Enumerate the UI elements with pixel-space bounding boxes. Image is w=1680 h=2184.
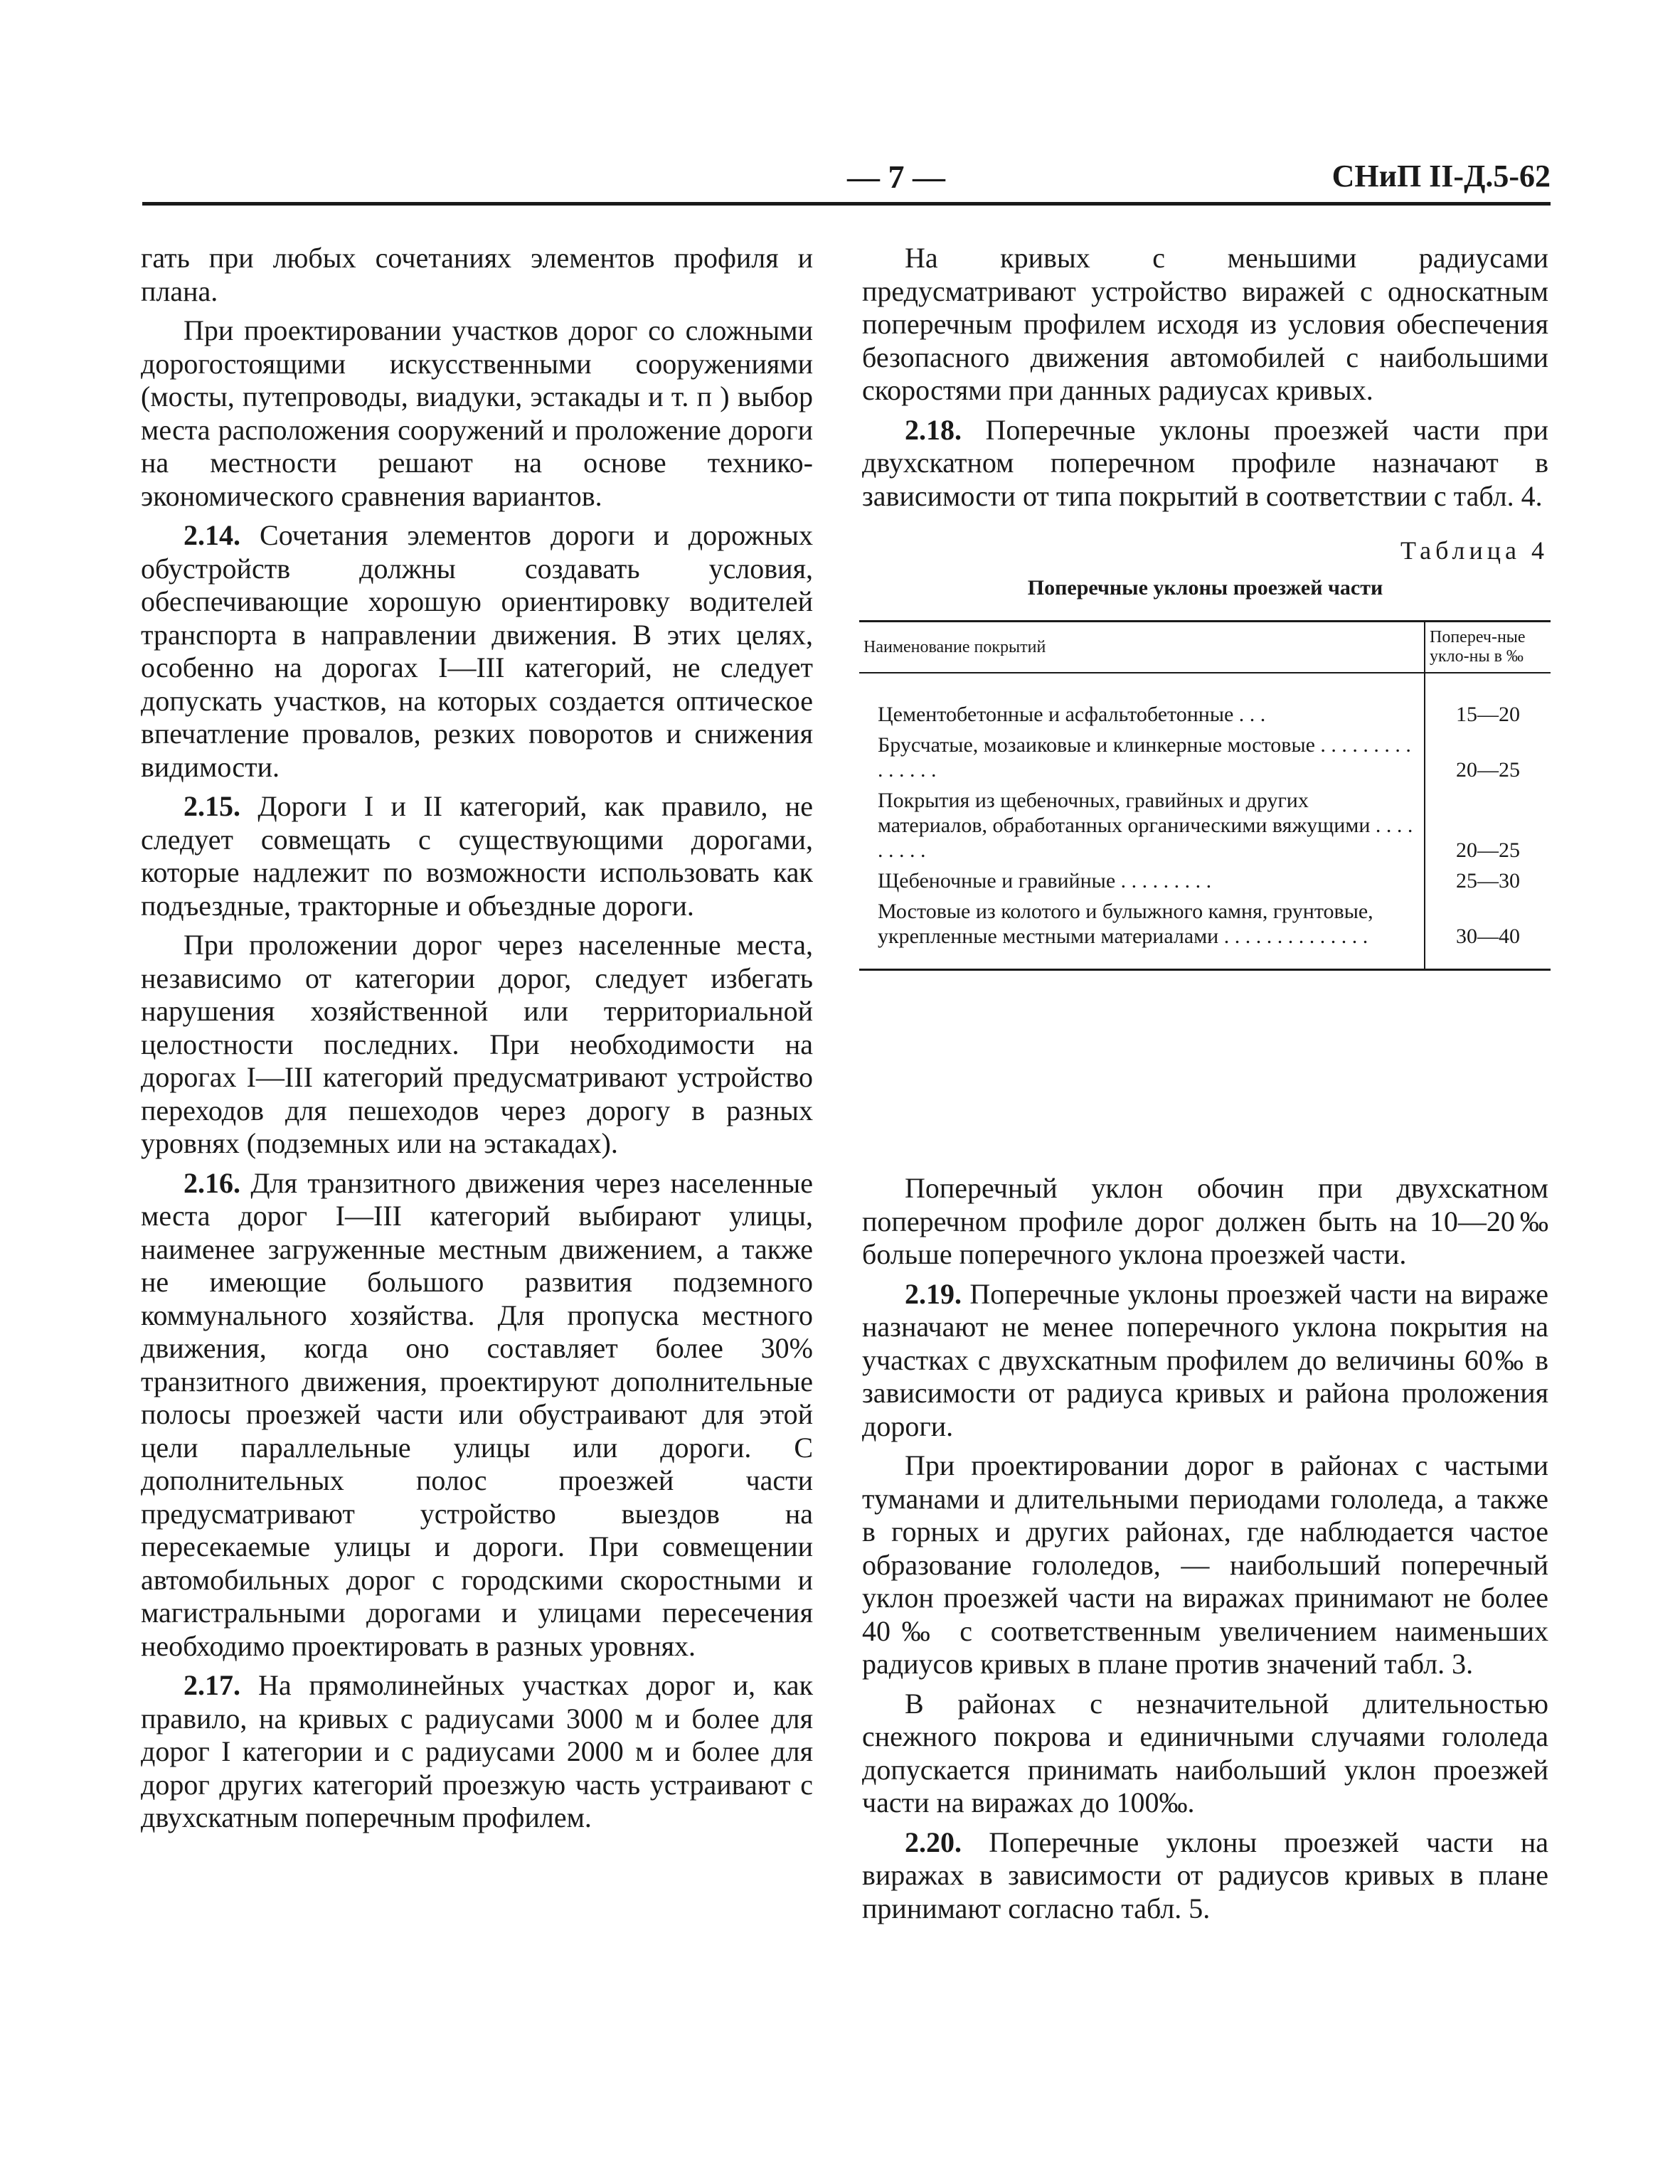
clause-2-15 — [141, 790, 813, 922]
page-header — [135, 158, 1551, 201]
clause-text: Дороги I и II категорий, как правило, не следует совмещать с существующими дорогами, которые надлежит по возможности использовать как подъездные, тракторные и объездные дороги. — [141, 790, 814, 922]
clause-text: На прямолинейных участках дорог и, как правило, на кривых с радиусами 3000 м и более для дорог I категории и с радиусами 2000 м и более для дорог других категорий проезжую часть устраивают с двухскатным поперечным профилем. — [141, 1669, 814, 1833]
table-header-value: Попереч-ные укло-ны в ‰ — [1425, 622, 1551, 673]
table-row — [859, 730, 1551, 785]
paragraph: При проектировании дорог в районах с частыми туманами и длительными периодами гололеда, а также в горных и других районах, где наблюдается частое образование гололедов, — наибольший поперечный уклон проезжей части на виражах принимают не более 40‰ с соответственным увеличением наименьших радиусов кривых в плане против значений табл. 3. — [862, 1449, 1548, 1680]
table-row — [859, 896, 1551, 970]
clause-2-14 — [141, 519, 813, 784]
table-cell-name: Щебеночные и гравийные . . . . . . . . . — [859, 865, 1425, 896]
clause-text: Поперечные уклоны проезжей части на виражах в зависимости от радиусов кривых в плане принимают согласно табл. 5. — [862, 1826, 1549, 1924]
table-cell-name: Покрытия из щебеночных, гравийных и других материалов, обработанных органическими вяжущими . . . . . . . . . — [859, 785, 1425, 865]
paragraph: гать при любых сочетаниях элементов профиля и плана. — [141, 242, 813, 307]
page-number: — 7 — — [847, 159, 945, 195]
table-cell-name: Цементобетонные и асфальтобетонные . . . — [859, 673, 1425, 730]
document-id: СНиП II-Д.5-62 — [1331, 159, 1551, 193]
clause-text: Поперечные уклоны проезжей части при двухскатном поперечном профиле назначают в зависимости от типа покрытий в соответствии с табл. 4. — [862, 413, 1548, 512]
clause-2-17 — [141, 1669, 813, 1835]
paragraph: При проложении дорог через населенные места, независимо от категории дорог, следует избегать нарушения хозяйственной или территориальной целостности последних. При необходимости на дорогах I—III категорий предусматривают устройство переходов для пешеходов через дорогу в разных уровнях (подземных или на эстакадах). — [141, 929, 813, 1159]
clause-text: Сочетания элементов дороги и дорожных обустройств должны создавать условия, обеспечивающие хорошую ориентировку водителей транспорта в направлении движения. В этих целях, особенно на дорогах I—III категорий, не следует допускать участков, на которых создается оптическое впечатление провалов, резких поворотов и снижения видимости. — [141, 519, 813, 783]
clause-number: 2.16. — [184, 1166, 240, 1199]
clause-number: 2.18. — [905, 413, 962, 446]
paragraph: Поперечный уклон обочин при двухскатном поперечном профиле дорог должен быть на 10—20‰ больше поперечного уклона проезжей части. — [862, 1172, 1548, 1270]
table-cell-value: 30—40 — [1456, 925, 1520, 948]
table-row — [859, 785, 1551, 865]
clause-number: 2.20. — [905, 1826, 962, 1858]
table-header-name: Наименование покрытий — [859, 622, 1425, 673]
clause-text: Поперечные уклоны проезжей части на вираже назначают не менее поперечного уклона покрытия на участках с двухскатным профилем до величины 60‰ в зависимости от радиуса кривых и района проложения дороги. — [862, 1277, 1549, 1442]
clause-2-16 — [141, 1167, 813, 1663]
table-title: Поперечные уклоны проезжей части — [1027, 575, 1383, 600]
table-cell-value: 15—20 — [1456, 703, 1520, 726]
paragraph: При проектировании участков дорог со сложными дорогостоящими искусственными сооружениями (мосты, путепроводы, виадуки, эстакады и т. п ) выбор места расположения сооружений и проложение дороги на местности решают на основе технико-экономического сравнения вариантов. — [141, 314, 813, 512]
clause-2-18 — [862, 414, 1548, 513]
clause-2-20 — [862, 1826, 1548, 1926]
header-rule — [142, 202, 1551, 206]
table-cell-value: 20—25 — [1456, 838, 1520, 862]
paragraph: На кривых с меньшими радиусами предусматривают устройство виражей с односкатным поперечным профилем исходя из условия обеспечения безопасного движения автомобилей с наибольшими скоростями при данных радиусах кривых. — [862, 242, 1548, 406]
clause-number: 2.19. — [905, 1277, 962, 1310]
table-cell-name: Брусчатые, мозаиковые и клинкерные мостовые . . . . . . . . . . . . . . . — [859, 730, 1425, 785]
left-column — [141, 242, 813, 1841]
right-column-lower — [862, 1172, 1548, 1932]
table-4 — [859, 620, 1551, 971]
clause-2-19 — [862, 1278, 1548, 1444]
right-column — [862, 242, 1548, 971]
clause-number: 2.17. — [184, 1669, 240, 1701]
table-cell-name: Мостовые из колотого и булыжного камня, грунтовые, укрепленные местными материалами . . . . . . . . . . . . . . — [859, 896, 1425, 970]
clause-text: Для транзитного движения через населенные места дорог I—III категорий выбирают улицы, наименее загруженные местным движением, а также не имеющие большого развития подземного коммунального хозяйства. Для пропуска местного движения, когда оно составляет более 30% транзитного движения, проектируют дополнительные полосы проезжей части или обустраивают для этой цели параллельные улицы или дороги. С дополнительных полос проезжей части предусматривают устройство выездов на пересекаемые улицы и дороги. При совмещении автомобильных дорог с городскими скоростными и магистральными дорогами и улицами пересечения необходимо проектировать в разных уровнях. — [141, 1166, 813, 1662]
paragraph: В районах с незначительной длительностью снежного покрова и единичными случаями гололеда допускается принимать наибольший уклон проезжей части на виражах до 100‰. — [862, 1687, 1548, 1818]
table-cell-value: 25—30 — [1456, 869, 1520, 893]
table-row — [859, 865, 1551, 896]
clause-number: 2.15. — [184, 790, 240, 822]
table-cell-value: 20—25 — [1456, 758, 1520, 782]
clause-number: 2.14. — [184, 519, 240, 551]
table-row — [859, 673, 1551, 730]
table-label: Таблица 4 — [1400, 536, 1548, 565]
